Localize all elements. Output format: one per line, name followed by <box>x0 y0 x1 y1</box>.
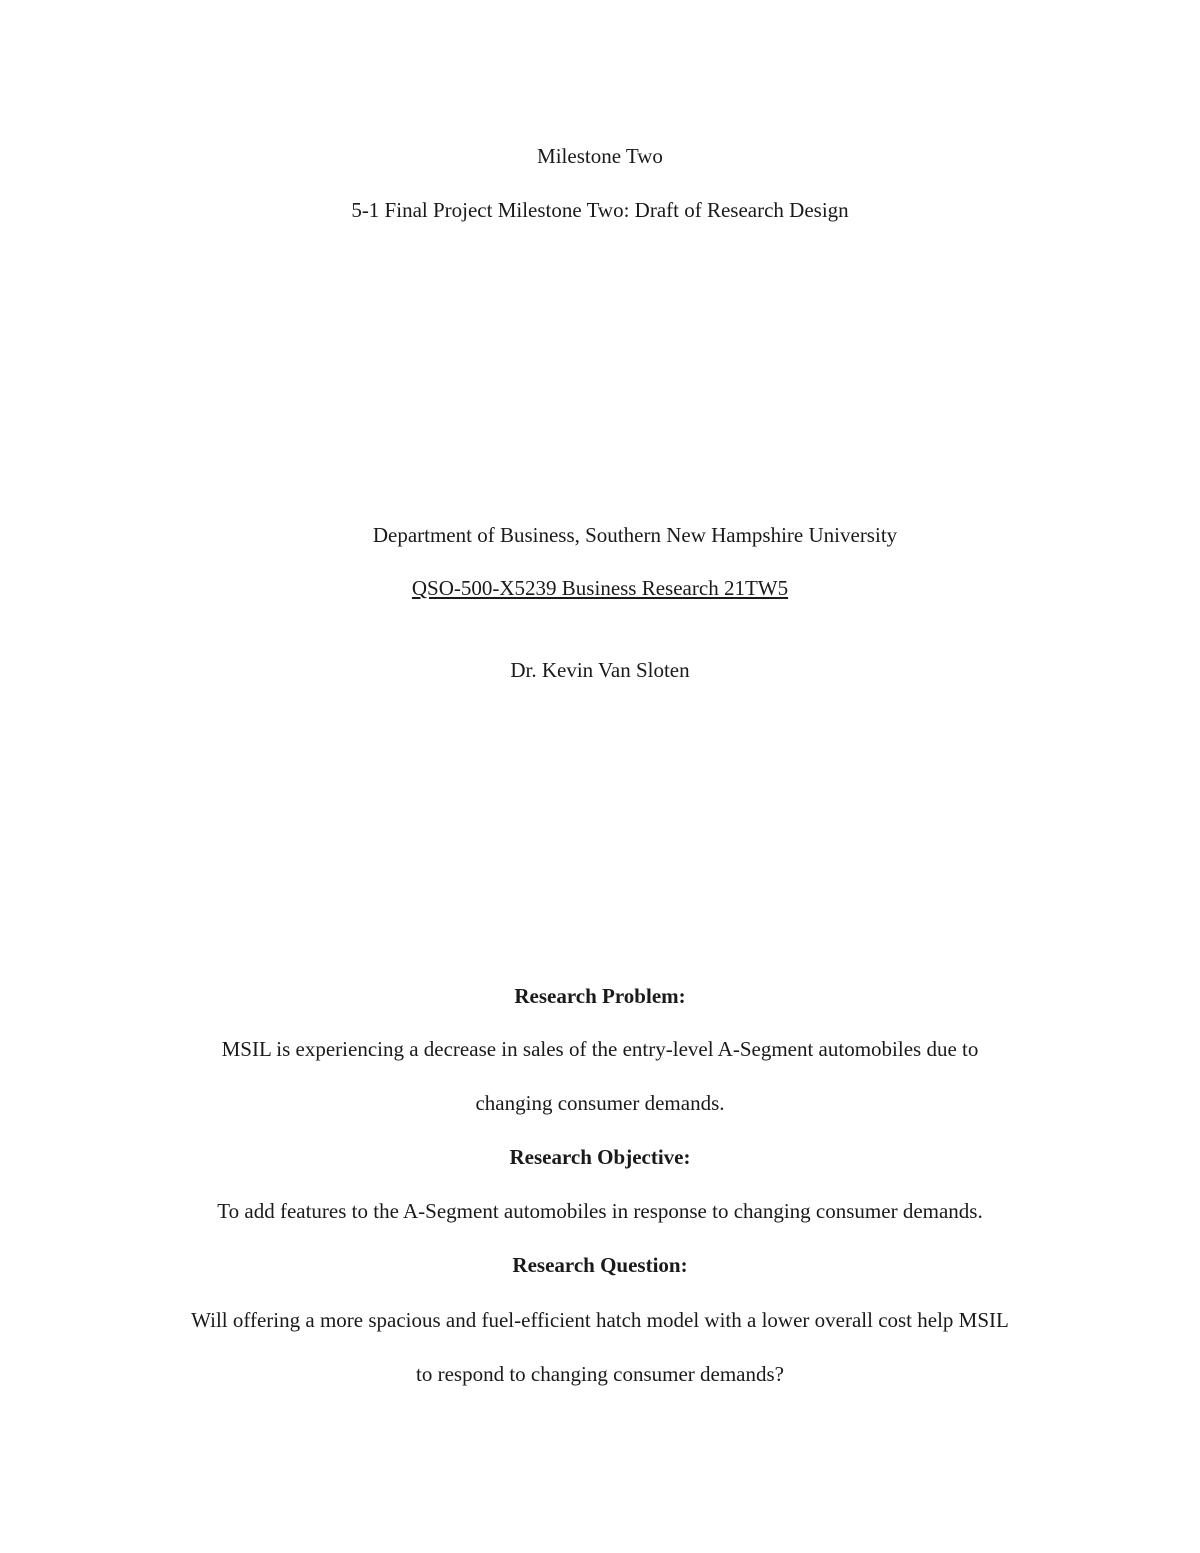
document-title: Milestone Two <box>537 144 663 168</box>
document-subtitle: 5-1 Final Project Milestone Two: Draft of Research Design <box>351 198 849 222</box>
course-line <box>0 574 1200 602</box>
department-line: Department of Business, Southern New Hampshire University <box>372 523 898 547</box>
course-link[interactable]: QSO-500-X5239 Business Research 21TW5 <box>411 576 789 600</box>
research-problem-text-line: MSIL is experiencing a decrease in sales of the entry-level A-Segment automobiles due to <box>221 1037 979 1061</box>
research-question-heading: Research Question: <box>512 1253 688 1277</box>
research-objective-text-line: To add features to the A-Segment automobiles in response to changing consumer demands. <box>217 1199 983 1223</box>
research-question-text-line: Will offering a more spacious and fuel-efficient hatch model with a lower overall cost help MSIL <box>191 1308 1009 1332</box>
research-problem-heading: Research Problem: <box>514 984 686 1008</box>
research-problem-text-line: changing consumer demands. <box>475 1091 725 1115</box>
instructor-line: Dr. Kevin Van Sloten <box>510 658 690 682</box>
research-objective-heading: Research Objective: <box>509 1145 691 1169</box>
research-question-text-line: to respond to changing consumer demands? <box>416 1362 784 1386</box>
